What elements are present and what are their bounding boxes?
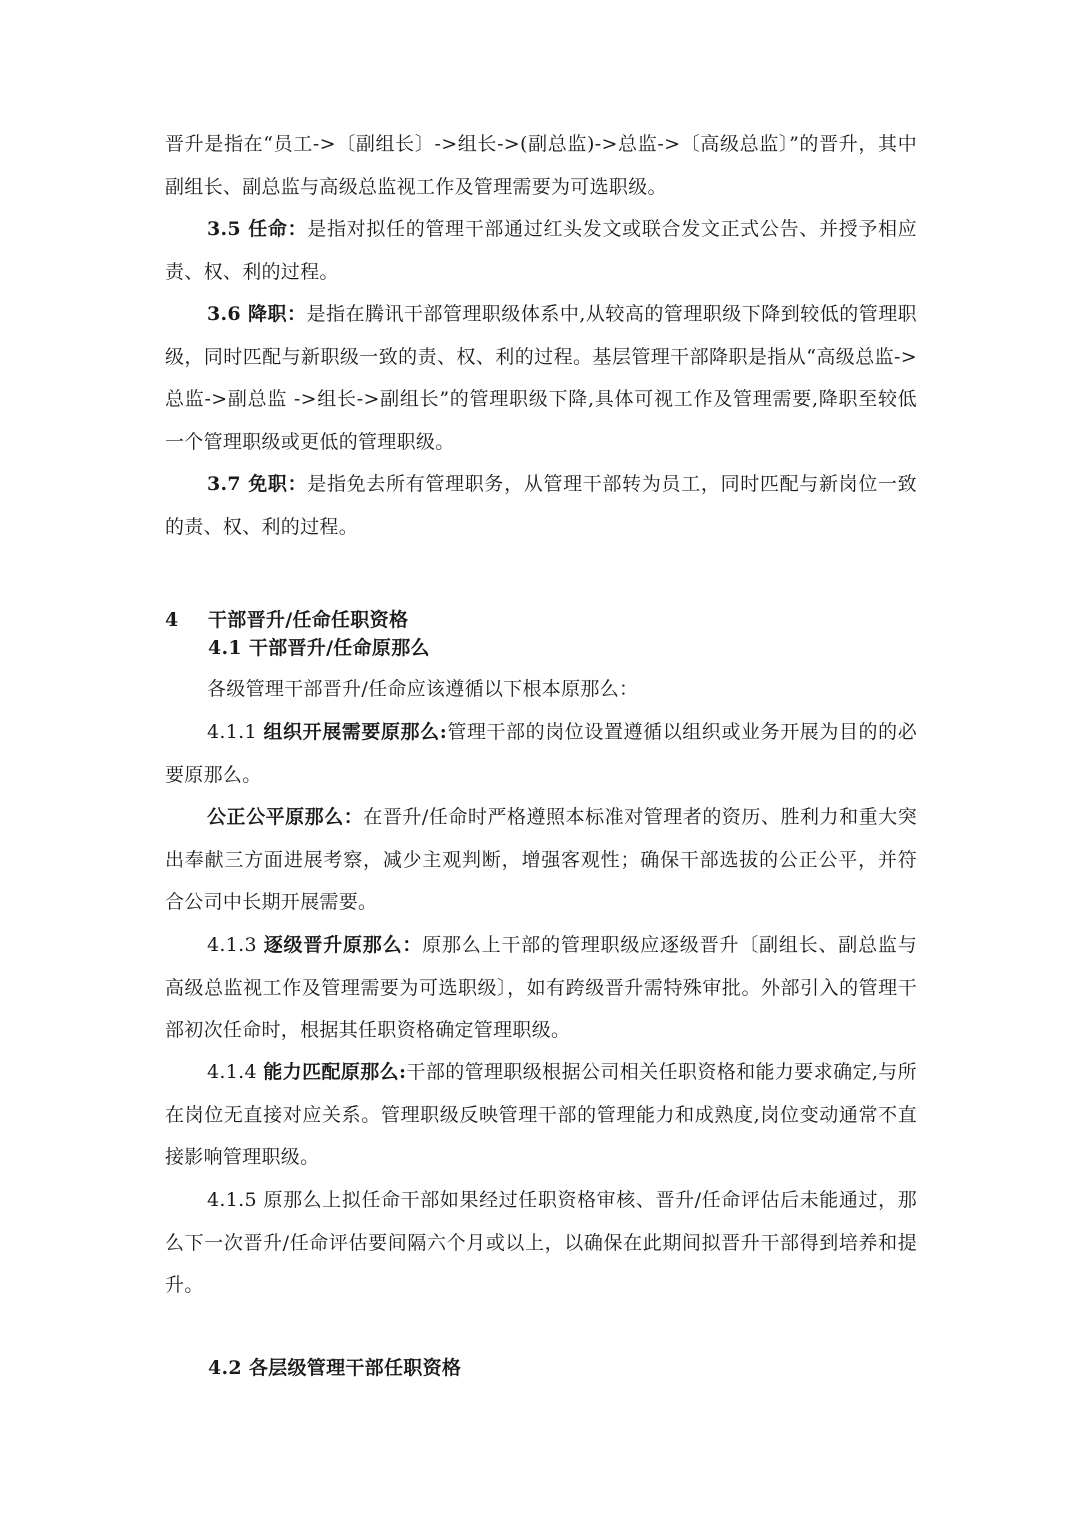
item-number: 4.1.5 bbox=[207, 1189, 264, 1211]
item-4-1-4 bbox=[165, 1051, 917, 1179]
paragraph-text: 管理干部的岗位设置遵循以组织或业务开展为目的的必要原那么。 bbox=[165, 721, 918, 786]
item-number: 4.1.1 bbox=[207, 721, 264, 743]
section-4-heading bbox=[165, 606, 408, 634]
paragraph-3-4-continuation bbox=[165, 123, 917, 208]
section-title: 4.1 干部晋升/任命原那么 bbox=[208, 637, 430, 659]
section-title: 干部晋升/任命任职资格 bbox=[208, 609, 409, 631]
paragraph-text: 晋升是指在“员工->〔副组长〕->组长->(副总监)->总监->〔高级总监〕”的晋升，其中副组长、副总监与高级总监视工作及管理需要为可选职级。 bbox=[165, 133, 917, 198]
term-label: 组织开展需要原那么: bbox=[263, 721, 448, 743]
item-number: 4.1.3 bbox=[207, 934, 264, 956]
paragraph-4-1-intro bbox=[165, 668, 917, 711]
term-label: 3.6 降职： bbox=[207, 303, 307, 325]
paragraph-text: 各级管理干部晋升/任命应该遵循以下根本原那么： bbox=[207, 678, 639, 700]
paragraph-text: 在晋升/任命时严格遵照本标准对管理者的资历、胜利力和重大突出奉献三方面进展考察，减少主观判断，增强客观性；确保干部选拔的公正公平，并符合公司中长期开展需要。 bbox=[165, 806, 917, 913]
paragraph-text: 原那么上拟任命干部如果经过任职资格审核、晋升/任命评估后未能通过，那么下一次晋升/任命评估要间隔六个月或以上，以确保在此期间拟晋升干部得到培养和提升。 bbox=[165, 1189, 917, 1296]
paragraph-3-7 bbox=[165, 463, 917, 548]
term-label: 逐级晋升原那么： bbox=[263, 934, 423, 956]
paragraph-text: 原那么上干部的管理职级应逐级晋升〔副组长、副总监与高级总监视工作及管理需要为可选职级〕，如有跨级晋升需特殊审批。外部引入的管理干部初次任命时，根据其任职资格确定管理职级。 bbox=[165, 934, 917, 1041]
item-number: 4.1.4 bbox=[207, 1061, 264, 1083]
section-4-1-heading bbox=[208, 634, 430, 662]
paragraph-3-5 bbox=[165, 208, 917, 293]
paragraph-text: 干部的管理职级根据公司相关任职资格和能力要求确定,与所在岗位无直接对应关系。管理职级反映管理干部的管理能力和成熟度,岗位变动通常不直接影响管理职级。 bbox=[165, 1061, 917, 1168]
paragraph-3-6 bbox=[165, 293, 917, 463]
term-label: 3.7 免职： bbox=[207, 473, 308, 495]
item-4-1-1 bbox=[165, 711, 917, 796]
section-4-2-heading bbox=[208, 1354, 461, 1382]
section-number: 4 bbox=[165, 609, 179, 631]
term-label: 3.5 任命： bbox=[207, 218, 308, 240]
item-4-1-3 bbox=[165, 924, 917, 1052]
paragraph-text: 是指在腾讯干部管理职级体系中,从较高的管理职级下降到较低的管理职级，同时匹配与新职级一致的责、权、利的过程。基层管理干部降职是指从“高级总监->总监->副总监 ->组长->副组长”的管理职级下降,具体可视工作及管理需要,降职至较低一个管理职级或更低的管理职级。 bbox=[165, 303, 917, 453]
item-fairness bbox=[165, 796, 917, 924]
paragraph-text: 是指免去所有管理职务，从管理干部转为员工，同时匹配与新岗位一致的责、权、利的过程。 bbox=[165, 473, 917, 538]
paragraph-text: 是指对拟任的管理干部通过红头发文或联合发文正式公告、并授予相应责、权、利的过程。 bbox=[165, 218, 917, 283]
term-label: 公正公平原那么： bbox=[207, 806, 364, 828]
item-4-1-5 bbox=[165, 1179, 917, 1307]
section-title: 4.2 各层级管理干部任职资格 bbox=[208, 1357, 462, 1379]
term-label: 能力匹配原那么: bbox=[263, 1061, 407, 1083]
